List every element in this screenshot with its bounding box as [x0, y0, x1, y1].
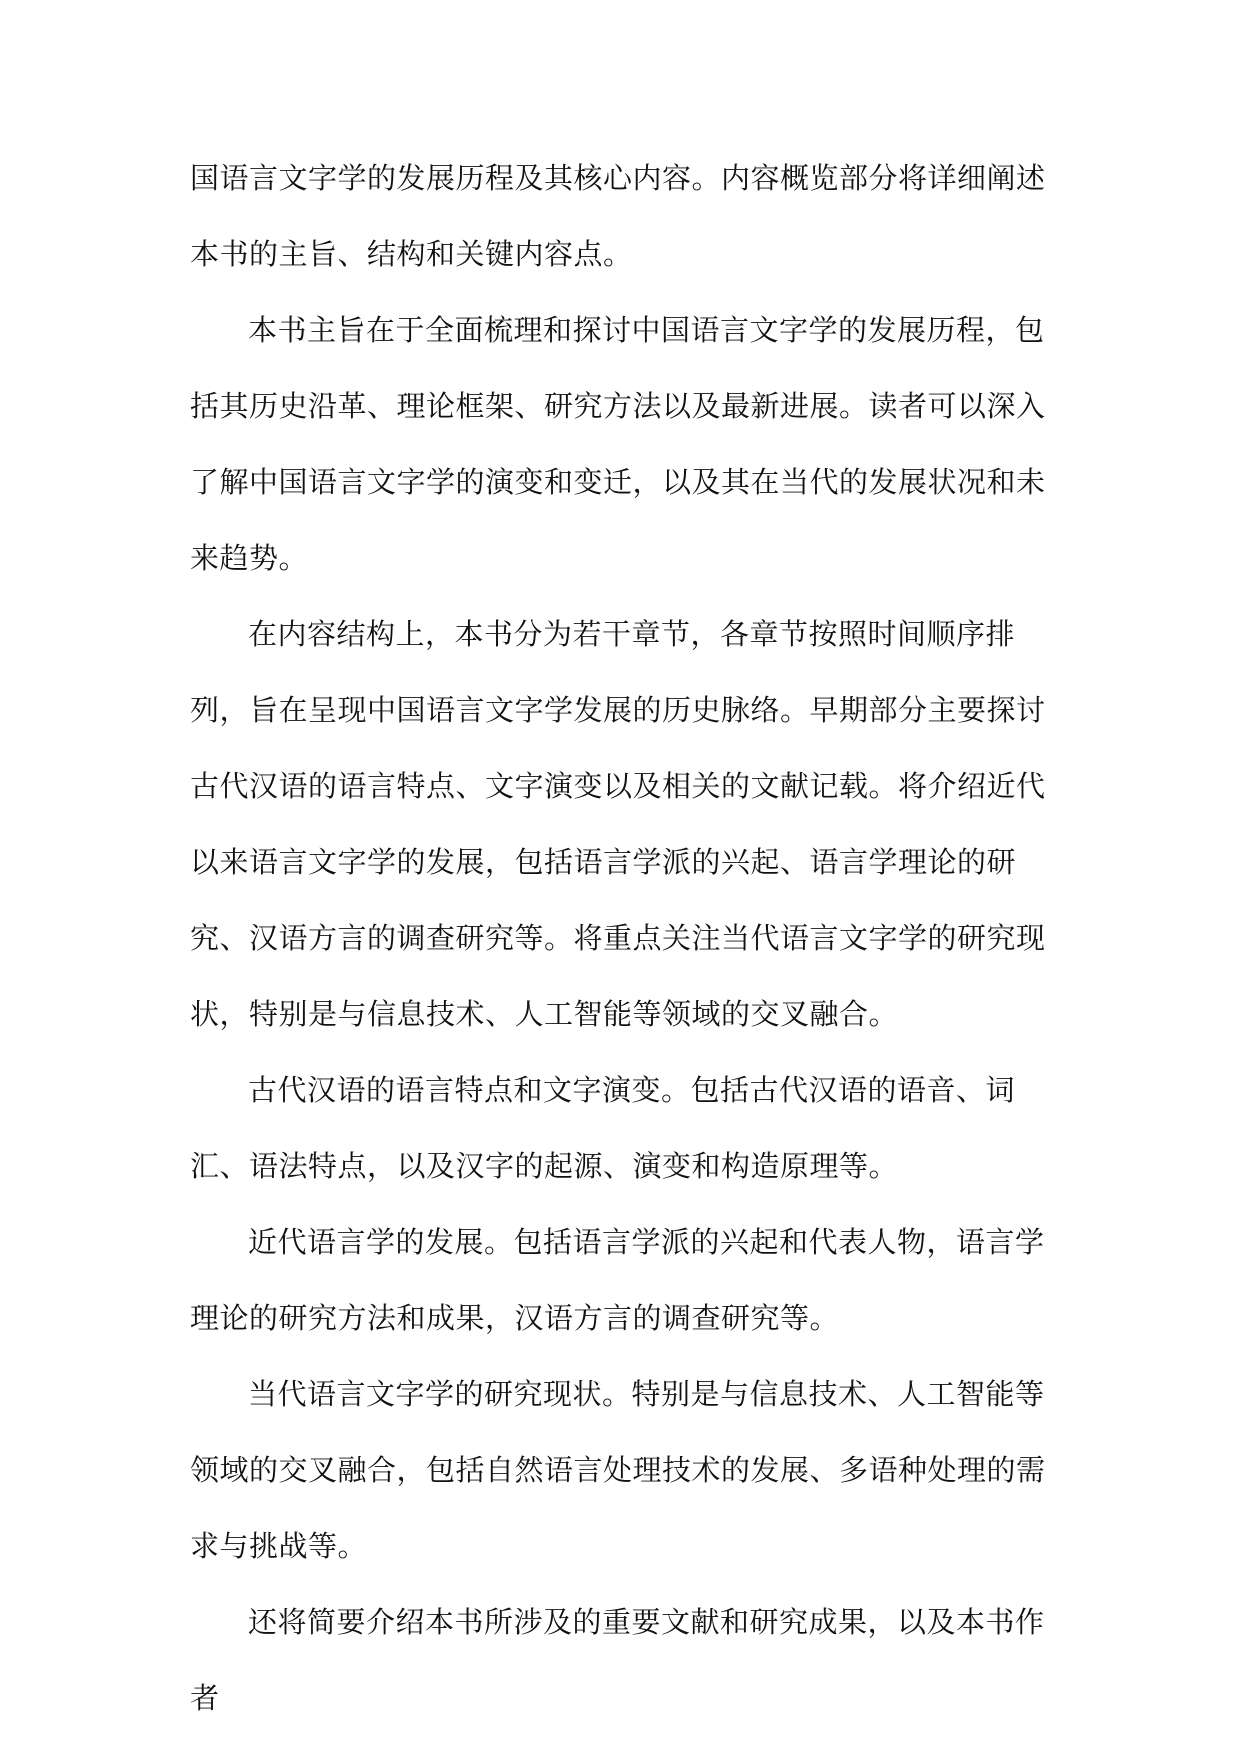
paragraph-continued: 国语言文字学的发展历程及其核心内容。内容概览部分将详细阐述本书的主旨、结构和关键内容点。	[190, 161, 1046, 271]
paragraph-book-purpose: 本书主旨在于全面梳理和探讨中国语言文字学的发展历程，包括其历史沿革、理论框架、研究方法以及最新进展。读者可以深入了解中国语言文字学的演变和变迁，以及其在当代的发展状况和未来趋势。	[190, 313, 1046, 575]
paragraph-content-structure: 在内容结构上，本书分为若干章节，各章节按照时间顺序排列，旨在呈现中国语言文字学发展的历史脉络。早期部分主要探讨古代汉语的语言特点、文字演变以及相关的文献记载。将介绍近代以来语言文字学的发展，包括语言学派的兴起、语言学理论的研究、汉语方言的调查研究等。将重点关注当代语言文字学的研究现状，特别是与信息技术、人工智能等领域的交叉融合。	[190, 617, 1046, 1031]
paragraph-contemporary-research: 当代语言文字学的研究现状。特别是与信息技术、人工智能等领域的交叉融合，包括自然语言处理技术的发展、多语种处理的需求与挑战等。	[190, 1377, 1046, 1563]
document-body	[190, 140, 1050, 1736]
paragraph-ancient-chinese: 古代汉语的语言特点和文字演变。包括古代汉语的语音、词汇、语法特点，以及汉字的起源、演变和构造原理等。	[190, 1073, 1016, 1183]
paragraph-references-intro: 还将简要介绍本书所涉及的重要文献和研究成果，以及本书作者	[190, 1605, 1045, 1715]
paragraph-modern-linguistics: 近代语言学的发展。包括语言学派的兴起和代表人物，语言学理论的研究方法和成果，汉语方言的调查研究等。	[190, 1225, 1045, 1335]
